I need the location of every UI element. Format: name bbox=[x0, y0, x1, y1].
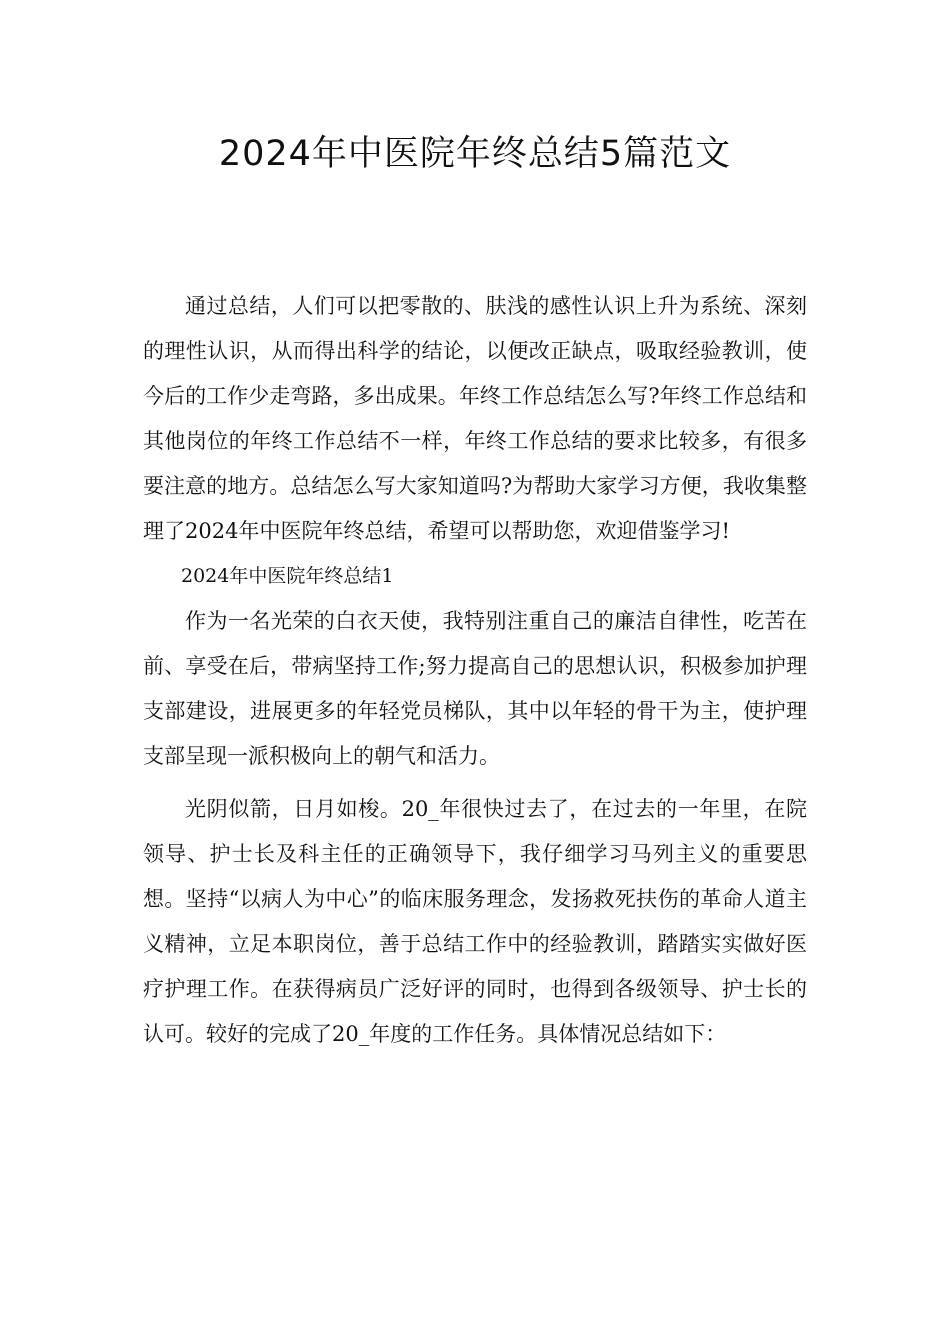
body-paragraph: 作为一名光荣的白衣天使，我特别注重自己的廉洁自律性，吃苦在前、享受在后，带病坚持工作;努力提高自己的思想认识，积极参加护理支部建设，进展更多的年轻党员梯队，其中以年轻的骨干为主，使护理支部呈现一派积极向上的朝气和活力。 bbox=[143, 609, 807, 768]
document-body bbox=[143, 284, 807, 1057]
document-title: 2024年中医院年终总结5篇范文 bbox=[218, 134, 732, 174]
intro-paragraph: 通过总结，人们可以把零散的、肤浅的感性认识上升为系统、深刻的理性认识，从而得出科学的结论，以便改正缺点，吸取经验教训，使今后的工作少走弯路，多出成果。年终工作总结怎么写?年终工作总结和其他岗位的年终工作总结不一样，年终工作总结的要求比较多，有很多要注意的地方。总结怎么写大家知道吗?为帮助大家学习方便，我收集整理了2024年中医院年终总结，希望可以帮助您，欢迎借鉴学习! bbox=[143, 294, 807, 543]
body-paragraph: 光阴似箭，日月如梭。20_年很快过去了，在过去的一年里，在院领导、护士长及科主任的正确领导下，我仔细学习马列主义的重要思想。坚持“以病人为中心”的临床服务理念，发扬救死扶伤的革命人道主义精神，立足本职岗位，善于总结工作中的经验教训，踏踏实实做好医疗护理工作。在获得病员广泛好评的同时，也得到各级领导、护士长的认可。较好的完成了20_年度的工作任务。具体情况总结如下： bbox=[143, 797, 807, 1046]
section-heading: 2024年中医院年终总结1 bbox=[181, 565, 394, 587]
